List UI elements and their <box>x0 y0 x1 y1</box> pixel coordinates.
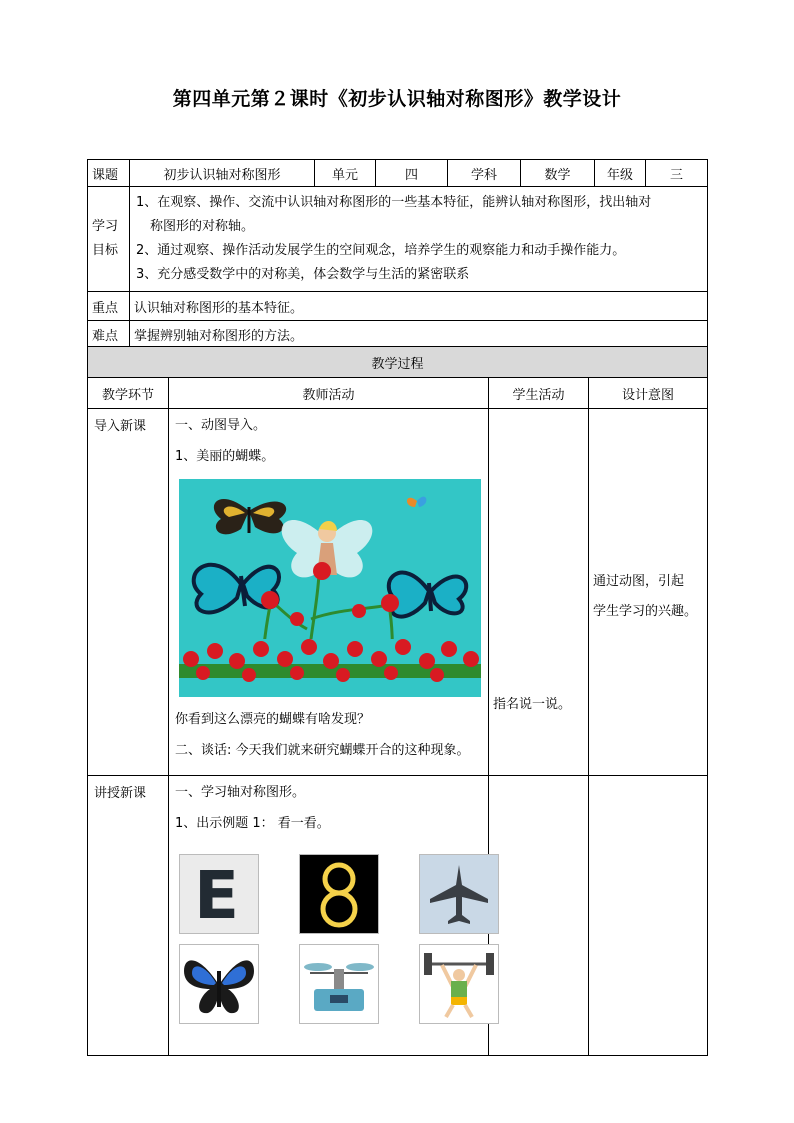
difficulty-value: 掌握辨别轴对称图形的方法。 <box>130 321 708 348</box>
subject-label: 学科 <box>448 160 521 187</box>
col-intent: 设计意图 <box>589 378 708 409</box>
unit-value: 四 <box>376 160 448 187</box>
difficulty-label: 难点 <box>88 321 130 348</box>
stage-teach: 讲授新课 <box>88 776 169 1056</box>
key-value: 认识轴对称图形的基本特征。 <box>130 292 708 321</box>
goal-2: 2、通过观察、操作活动发展学生的空间观念，培养学生的观察能力和动手操作能力。 <box>136 243 626 258</box>
goal-3: 3、充分感受数学中的对称美，体会数学与生活的紧密联系 <box>136 267 470 282</box>
grade-label: 年级 <box>595 160 646 187</box>
topic-value: 初步认识轴对称图形 <box>130 160 315 187</box>
process-heading: 教学过程 <box>88 347 708 378</box>
weightlifter-image <box>419 944 499 1024</box>
digit-eight-image <box>299 854 379 934</box>
goal-1-cont: 称图形的对称轴。 <box>150 219 255 234</box>
col-student: 学生活动 <box>489 378 589 409</box>
balance-scale-image <box>299 944 379 1024</box>
student-teach <box>489 776 589 1056</box>
goal-1: 1、在观察、操作、交流中认识轴对称图形的一些基本特征，能辨认轴对称图形，找出轴对 <box>136 195 652 210</box>
butterfly-animation-image <box>179 479 482 701</box>
subject-value: 数学 <box>521 160 595 187</box>
student-intro: 指名说一说。 <box>489 409 589 776</box>
intent-intro: 通过动图，引起 学生学习的兴趣。 <box>589 409 708 776</box>
process-table <box>87 346 708 1056</box>
grade-value: 三 <box>646 160 708 187</box>
goal-label: 学习 目标 <box>88 187 130 292</box>
butterfly-image <box>179 944 259 1024</box>
goal-content <box>130 187 708 292</box>
teacher-intro: 一、动图导入。 1、美丽的蝴蝶。 你看到这么漂亮的蝴蝶有啥发现？ 二、谈话: 今天我们就来研究蝴蝶开合的这种现象。 <box>169 409 489 776</box>
stage-intro: 导入新课 <box>88 409 169 776</box>
topic-label: 课题 <box>88 160 130 187</box>
col-teacher: 教师活动 <box>169 378 489 409</box>
letter-e-image: E <box>179 854 259 934</box>
col-stage: 教学环节 <box>88 378 169 409</box>
intent-teach <box>589 776 708 1056</box>
info-table <box>87 159 708 348</box>
key-label: 重点 <box>88 292 130 321</box>
unit-label: 单元 <box>315 160 376 187</box>
airplane-image <box>419 854 499 934</box>
page-title: 第四单元第２课时《初步认识轴对称图形》教学设计 <box>172 88 622 110</box>
teacher-teach: 一、学习轴对称图形。 1、出示例题 1： 看一看。 E <box>169 776 489 1056</box>
example-images <box>179 854 482 1024</box>
